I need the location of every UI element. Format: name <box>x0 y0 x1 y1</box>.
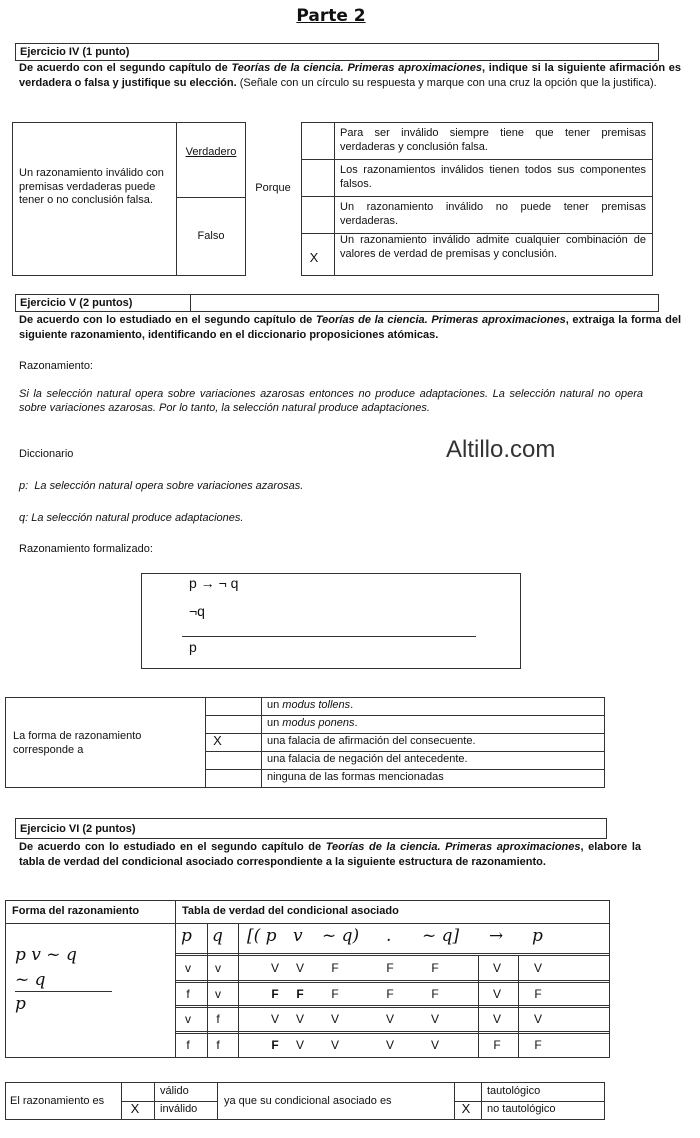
ex4-instructions: De acuerdo con el segundo capítulo de Teorías de la ciencia. Primeras aproximaciones, indique si la siguiente afirmación es verdadera o falsa y justifique su elección. (Señale con un círculo su respuesta y marque con una cruz la opción que la justifica). <box>19 62 681 89</box>
ex6-tt-value: F <box>386 961 394 975</box>
ex6-tt-value: V <box>330 1012 339 1026</box>
ex6-col1-header: Forma del razonamiento <box>12 905 140 917</box>
ex5-forma-mark-cell[interactable] <box>205 751 262 770</box>
ex6-tt-value: F <box>271 1038 279 1052</box>
ex5-heading: Ejercicio V (2 puntos) <box>20 297 133 309</box>
ex5-instructions: De acuerdo con lo estudiado en el segundo capítulo de Teorías de la ciencia. Primeras aproximaciones, extraiga la forma del siguiente razonamiento, identificando en el diccionario proposiciones atómicas. <box>19 314 681 341</box>
ex5-forma-option: un modus tollens. <box>267 699 354 711</box>
ex4-option-text: Para ser inválido siempre tiene que tener premisas verdaderas y conclusión falsa. <box>340 127 646 153</box>
ex6-notauto-mark: X <box>461 1101 471 1116</box>
ex5-conclusion: p <box>189 639 197 655</box>
ex6-tt-header-cell: q <box>212 926 223 946</box>
ex6-tt-value: V <box>270 1012 279 1026</box>
ex6-tt-hline <box>175 1033 610 1034</box>
ex5-forma-label: La forma de razonamiento corresponde a <box>13 730 142 756</box>
ex6-tt-value: V <box>533 1012 542 1026</box>
ex5-dict-p: p: La selección natural opera sobre variaciones azarosas. <box>19 480 304 492</box>
ex6-tt-value: V <box>270 961 279 975</box>
ex6-invalido: inválido <box>160 1103 198 1115</box>
ex5-forma-mark-cell[interactable] <box>205 715 262 734</box>
ex6-no-tauto: no tautológico <box>487 1103 556 1115</box>
ex6-tt-value: F <box>271 987 279 1001</box>
ex4-porque: Porque <box>255 182 291 194</box>
ex5-razonamiento: Si la selección natural opera sobre variaciones azarosas entonces no produce adaptaciones. La selección natural no opera sobre variaciones azarosas. Por lo tanto, la selección natural produce adaptaciones. <box>19 388 643 414</box>
ex6-tt-value: V <box>295 1012 304 1026</box>
ex4-option-text: Los razonamientos inválidos tienen todos sus componentes falsos. <box>340 164 646 190</box>
ex6-tt-value: V <box>430 1038 439 1052</box>
ex5-forma-option: ninguna de las formas mencionadas <box>267 771 444 783</box>
ex6-tt-hline <box>175 982 610 983</box>
ex6-form-prem2: ~ q <box>15 970 46 990</box>
ex6-valido: válido <box>160 1085 189 1097</box>
ex4-heading-box <box>15 43 659 61</box>
ex6-tt-header-cell: . <box>386 926 392 946</box>
ex6-tt-value: F <box>431 961 439 975</box>
ex4-heading: Ejercicio IV (1 punto) <box>20 46 130 58</box>
ex5-forma-mark-cell[interactable] <box>205 769 262 788</box>
ex6-heading: Ejercicio VI (2 puntos) <box>20 823 136 835</box>
ex6-tt-vline <box>238 923 239 1058</box>
ex4-statement: Un razonamiento inválido con premisas verdaderas puede tener o no conclusión falsa. <box>19 167 164 206</box>
ex6-tt-hline <box>175 953 610 954</box>
ex6-tt-value: V <box>330 1038 339 1052</box>
ex6-tt-header-cell: p <box>532 926 543 946</box>
ex4-option-text: Un razonamiento inválido admite cualquier combinación de valores de verdad de premisas y conclusión. <box>340 234 646 260</box>
ex4-option-mark: X <box>309 250 319 265</box>
ex5-formalizado-label: Razonamiento formalizado: <box>19 543 153 555</box>
ex6-form-prem1: p v ~ q <box>15 945 77 965</box>
ex4-verdadero[interactable]: Verdadero <box>185 146 237 158</box>
ex6-form-concl: p <box>15 994 26 1014</box>
ex6-tt-value: V <box>492 987 501 1001</box>
ex6-ya-que: ya que su condicional asociado es <box>224 1095 392 1107</box>
ex6-tauto-mark-cell[interactable] <box>454 1082 482 1102</box>
ex6-tt-value: V <box>295 961 304 975</box>
ex5-forma-mark-cell[interactable] <box>205 697 262 716</box>
ex6-tt-value: F <box>331 987 339 1001</box>
ex4-option-text: Un razonamiento inválido no puede tener premisas verdaderas. <box>340 201 646 227</box>
ex6-tt-value: F <box>431 987 439 1001</box>
ex6-invalid-mark: X <box>130 1101 140 1116</box>
ex5-premise-2: ¬q <box>189 603 205 619</box>
ex5-diccionario-label: Diccionario <box>19 448 74 460</box>
ex6-tt-hline <box>175 980 610 981</box>
ex6-tt-value: F <box>534 1038 542 1052</box>
ex6-tt-value: F <box>331 961 339 975</box>
ex6-final-label: El razonamiento es <box>10 1095 105 1107</box>
ex5-forma-mark: X <box>213 733 222 748</box>
ex6-tt-value: v <box>215 987 221 1001</box>
ex6-tt-value: V <box>533 961 542 975</box>
ex5-heading-box <box>15 294 659 312</box>
ex6-tt-value: f <box>216 1038 220 1052</box>
ex4-option-mark-cell[interactable] <box>301 159 335 197</box>
ex6-tt-value: F <box>534 987 542 1001</box>
watermark: Altillo.com <box>446 436 556 463</box>
ex4-verdadero-cell[interactable] <box>176 122 246 198</box>
ex6-col2-header: Tabla de verdad del condicional asociado <box>182 905 399 917</box>
ex6-tt-header-cell: ~ q] <box>422 926 460 946</box>
ex4-option-mark-cell[interactable] <box>301 196 335 234</box>
ex5-forma-option: un modus ponens. <box>267 717 358 729</box>
ex6-tt-value: V <box>430 1012 439 1026</box>
ex6-tt-header-cell: [( p <box>247 926 277 946</box>
ex5-premise-1: p → ¬ q <box>189 575 239 591</box>
ex6-tt-hline <box>175 955 610 956</box>
ex6-tt-value: F <box>296 987 304 1001</box>
ex5-heading-divider <box>190 294 191 312</box>
ex6-tt-value: f <box>216 1012 220 1026</box>
ex6-tauto: tautológico <box>487 1085 541 1097</box>
ex6-tt-value: v <box>215 961 221 975</box>
ex6-tt-header-cell: ~ q) <box>322 926 360 946</box>
ex5-conclusion-line <box>182 636 476 637</box>
ex6-tt-hline <box>175 1005 610 1006</box>
ex5-razonamiento-label: Razonamiento: <box>19 360 93 372</box>
ex6-tt-value: F <box>386 987 394 1001</box>
ex4-falso[interactable]: Falso <box>197 230 225 242</box>
ex6-instructions: De acuerdo con lo estudiado en el segundo capítulo de Teorías de la ciencia. Primeras aproximaciones, elabore la tabla de verdad del condicional asociado correspondiente a la siguiente estructura de razonamiento. <box>19 841 642 868</box>
ex6-tt-value: V <box>385 1038 394 1052</box>
ex6-tt-value: V <box>385 1012 394 1026</box>
ex6-tt-value: f <box>186 987 190 1001</box>
ex6-tt-hline <box>175 1007 610 1008</box>
ex6-tt-header-cell: v <box>293 926 303 946</box>
ex4-option-mark-cell[interactable] <box>301 122 335 160</box>
ex5-forma-option: una falacia de negación del antecedente. <box>267 753 468 765</box>
page-title: Parte 2 <box>296 6 366 26</box>
ex6-tt-header-cell: → <box>489 926 504 946</box>
ex6-tt-value: V <box>492 1012 501 1026</box>
ex6-tt-hline <box>175 1031 610 1032</box>
ex6-tt-value: F <box>493 1038 501 1052</box>
ex6-tt-value: v <box>185 1012 191 1026</box>
ex5-dict-q: q: La selección natural produce adaptaciones. <box>19 512 244 524</box>
ex6-tt-value: f <box>186 1038 190 1052</box>
ex6-form-line <box>15 991 112 992</box>
ex6-tt-value: v <box>185 961 191 975</box>
ex6-tt-value: V <box>295 1038 304 1052</box>
ex6-tt-value: V <box>492 961 501 975</box>
ex6-valid-mark-cell[interactable] <box>121 1082 155 1102</box>
ex6-tt-header-cell: p <box>181 926 192 946</box>
ex5-forma-option: una falacia de afirmación del consecuente. <box>267 735 476 747</box>
ex6-heading-box <box>15 818 607 839</box>
